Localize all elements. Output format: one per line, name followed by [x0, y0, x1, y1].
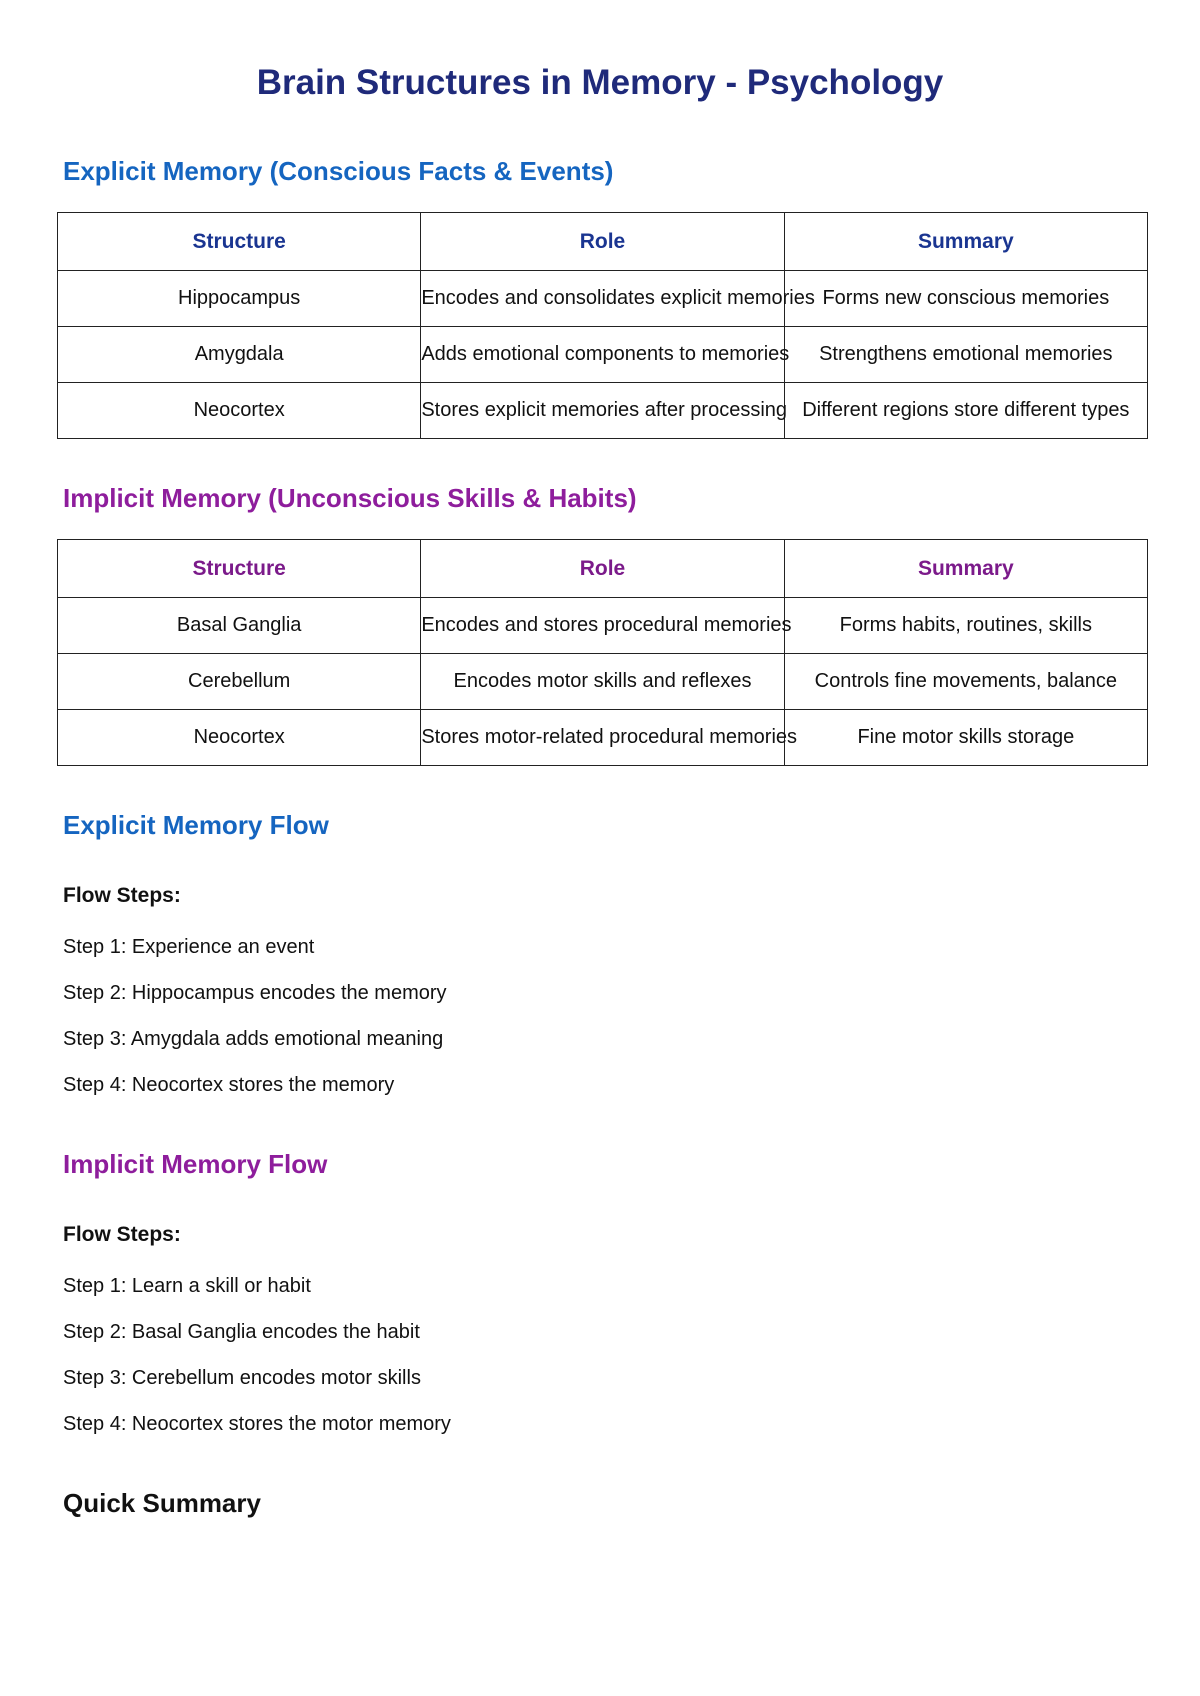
- summary-cell: Different regions store different types: [784, 383, 1147, 439]
- structure-cell: Neocortex: [58, 383, 421, 439]
- list-item: Step 2: Basal Ganglia encodes the habit: [63, 1321, 420, 1343]
- page-title: Brain Structures in Memory - Psychology: [256, 63, 944, 102]
- table-row: [58, 271, 1148, 327]
- summary-cell: Strengthens emotional memories: [784, 327, 1147, 383]
- column-header-structure: Structure: [58, 213, 421, 271]
- summary-cell: Fine motor skills storage: [784, 710, 1147, 766]
- column-header-role: Role: [421, 540, 784, 598]
- explicit-flow-steps-label: Flow Steps:: [63, 884, 181, 907]
- column-header-summary: Summary: [784, 540, 1147, 598]
- table-row: [58, 383, 1148, 439]
- list-item: Step 4: Neocortex stores the memory: [63, 1074, 395, 1096]
- list-item: Step 1: Learn a skill or habit: [63, 1275, 311, 1297]
- implicit-memory-heading: Implicit Memory (Unconscious Skills & Habits): [63, 483, 637, 513]
- list-item: Step 3: Cerebellum encodes motor skills: [63, 1367, 421, 1389]
- structure-cell: Amygdala: [58, 327, 421, 383]
- column-header-structure: Structure: [58, 540, 421, 598]
- structure-cell: Cerebellum: [58, 654, 421, 710]
- list-item: Step 4: Neocortex stores the motor memory: [63, 1413, 451, 1435]
- column-header-summary: Summary: [784, 213, 1147, 271]
- role-cell: Encodes and stores procedural memories: [421, 598, 784, 654]
- explicit-flow-steps-list: [63, 932, 447, 1116]
- table-row: [58, 598, 1148, 654]
- summary-cell: Controls fine movements, balance: [784, 654, 1147, 710]
- structure-cell: Hippocampus: [58, 271, 421, 327]
- table-header-row: [58, 540, 1148, 598]
- implicit-flow-steps-list: [63, 1271, 451, 1455]
- explicit-flow-heading: Explicit Memory Flow: [63, 810, 329, 840]
- table-header-row: [58, 213, 1148, 271]
- list-item: Step 3: Amygdala adds emotional meaning: [63, 1028, 444, 1050]
- explicit-memory-table: [57, 212, 1148, 439]
- implicit-flow-heading: Implicit Memory Flow: [63, 1149, 328, 1179]
- role-cell: Encodes and consolidates explicit memories: [421, 271, 784, 327]
- summary-cell: Forms habits, routines, skills: [784, 598, 1147, 654]
- structure-cell: Neocortex: [58, 710, 421, 766]
- role-cell: Adds emotional components to memories: [421, 327, 784, 383]
- implicit-flow-steps-label: Flow Steps:: [63, 1223, 181, 1246]
- role-cell: Encodes motor skills and reflexes: [421, 654, 784, 710]
- summary-cell: Forms new conscious memories: [784, 271, 1147, 327]
- role-cell: Stores motor-related procedural memories: [421, 710, 784, 766]
- column-header-role: Role: [421, 213, 784, 271]
- list-item: Step 2: Hippocampus encodes the memory: [63, 982, 447, 1004]
- list-item: Step 1: Experience an event: [63, 936, 315, 958]
- quick-summary-heading: Quick Summary: [63, 1488, 261, 1518]
- structure-cell: Basal Ganglia: [58, 598, 421, 654]
- table-row: [58, 710, 1148, 766]
- explicit-memory-heading: Explicit Memory (Conscious Facts & Events): [63, 156, 614, 186]
- role-cell: Stores explicit memories after processing: [421, 383, 784, 439]
- table-row: [58, 327, 1148, 383]
- table-row: [58, 654, 1148, 710]
- implicit-memory-table: [57, 539, 1148, 766]
